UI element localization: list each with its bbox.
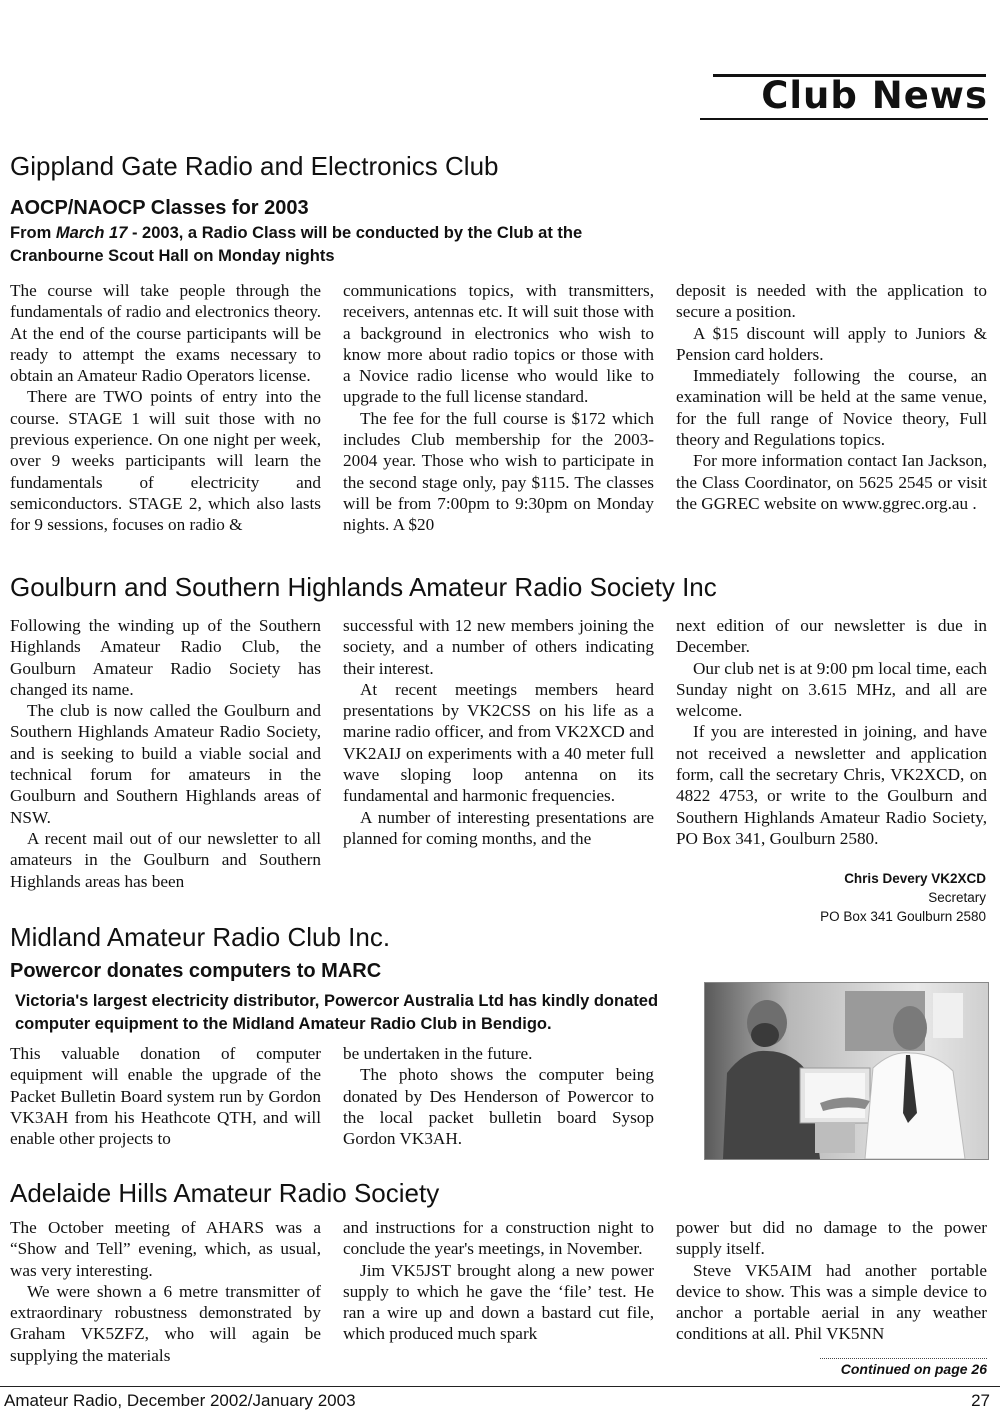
donation-photo <box>704 982 989 1160</box>
adelaide-title: Adelaide Hills Amateur Radio Society <box>10 1178 440 1208</box>
paragraph: A recent mail out of our newsletter to all amateurs in the Goulburn and Southern Highlands areas has been <box>10 828 321 891</box>
goulburn-col-3 <box>676 615 987 849</box>
paragraph: Our club net is at 9:00 pm local time, each Sunday night on 3.615 MHz, and all are welcome. <box>676 658 987 721</box>
paragraph: Immediately following the course, an examination will be held at the same venue, for the full range of Novice theory, Full theory and Regulations topics. <box>676 366 987 450</box>
paragraph: successful with 12 new members joining the society, and a number of others indicating their interest. <box>343 616 654 678</box>
paragraph: There are TWO points of entry into the course. STAGE 1 will suit those with no previous experience. On one night per week, over 9 weeks participants will learn the fundamentals of electricity and semiconductors. STAGE 2, which also lasts for 9 sessions, focuses on radio & <box>10 387 321 535</box>
gippsland-col-1 <box>10 280 321 536</box>
paragraph: The course will take people through the fundamentals of radio and electronics theory. At the end of the course participants will be ready to attempt the exams necessary to obtain an Amateur Radio Operators license. <box>10 281 321 386</box>
footer-publication: Amateur Radio, December 2002/January 2003 <box>4 1391 356 1410</box>
signature-role: Secretary <box>928 890 986 905</box>
paragraph: A number of interesting presentations are planned for coming months, and the <box>343 807 654 848</box>
paragraph: The club is now called the Goulburn and Southern Highlands Amateur Radio Society, and is seeking to build a viable social and technical forum for amateurs in the Goulburn and Southern Highlands areas of NSW. <box>10 701 321 827</box>
footer-rule <box>0 1386 1000 1387</box>
paragraph: deposit is needed with the application to secure a position. <box>676 281 987 322</box>
gippsland-title: Gippland Gate Radio and Electronics Club <box>10 151 499 181</box>
adelaide-col-3 <box>676 1217 987 1345</box>
paragraph: be undertaken in the future. <box>343 1044 533 1063</box>
gippsland-subtitle: AOCP/NAOCP Classes for 2003 <box>10 197 309 219</box>
goulburn-col-1 <box>10 615 321 892</box>
gippsland-col-2 <box>343 280 654 536</box>
paragraph: The October meeting of AHARS was a “Show and Tell” evening, which, as usual, was very interesting. <box>10 1218 321 1280</box>
paragraph: This valuable donation of computer equipment will enable the upgrade of the Packet Bulletin Board system run by Gordon VK3AH from his Heathcote QTH, and will enable other projects to <box>10 1044 321 1149</box>
midland-title: Midland Amateur Radio Club Inc. <box>10 922 391 952</box>
paragraph: Steve VK5AIM had another portable device to show. This was a simple device to anchor a portable aerial in any weather conditions at all. Phil VK5NN <box>676 1260 987 1344</box>
signature-name: Chris Devery VK2XCD <box>844 871 986 886</box>
paragraph: A $15 discount will apply to Juniors & Pension card holders. <box>676 323 987 364</box>
header-bottom-rule <box>700 118 988 120</box>
paragraph: The fee for the full course is $172 which includes Club membership for the 2003-2004 year. Those who wish to participate in the second stage only, pay $115. The classes will be from 7:00pm to 9:30pm on Monday nights. A $20 <box>343 408 654 535</box>
goulburn-title: Goulburn and Southern Highlands Amateur Radio Society Inc <box>10 572 717 602</box>
paragraph: At recent meetings members heard presentations by VK2CSS on his life as a marine radio officer, and from VK2XCD and VK2AIJ on experiments with a 40 meter full wave sloping loop antenna on its fundamental and harmonic frequencies. <box>343 679 654 806</box>
paragraph: The photo shows the computer being donated by Des Henderson of Powercor to the local packet bulletin board Sysop Gordon VK3AH. <box>343 1065 654 1149</box>
midland-lede: Victoria's largest electricity distributor, Powercor Australia Ltd has kindly donated computer equipment to the Midland Amateur Radio Club in Bendigo. <box>15 992 659 1033</box>
adelaide-col-2 <box>343 1217 654 1345</box>
footer-page-number: 27 <box>971 1391 990 1410</box>
paragraph: next edition of our newsletter is due in December. <box>676 616 987 657</box>
paragraph: If you are interested in joining, and have not received a newsletter and application form, call the secretary Chris, VK2XCD, on 4822 4753, or write to the Goulburn and Southern Highlands Amateur Radio Society, PO Box 341, Goulburn 2580. <box>676 722 987 848</box>
gippsland-col-3 <box>676 280 987 514</box>
continued-note: Continued on page 26 <box>840 1361 987 1377</box>
signature-address: PO Box 341 Goulburn 2580 <box>820 909 986 924</box>
paragraph: and instructions for a construction night to conclude the year's meetings, in November. <box>343 1218 654 1259</box>
goulburn-signature <box>820 869 986 926</box>
midland-col-2 <box>343 1043 654 1149</box>
adelaide-col-1 <box>10 1217 321 1366</box>
paragraph: power but did no damage to the power supply itself. <box>676 1218 987 1259</box>
section-title: Club News <box>761 74 988 117</box>
paragraph: Jim VK5JST brought along a new power supply to which he gave the ‘file’ test. He ran a wire up and down a bastard cut file, which produced much spark <box>343 1260 654 1344</box>
midland-col-1 <box>10 1043 321 1149</box>
midland-subtitle: Powercor donates computers to MARC <box>10 960 382 982</box>
paragraph: For more information contact Ian Jackson, the Class Coordinator, on 5625 2545 or visit the GGREC website on www.ggrec.org.au . <box>676 451 987 513</box>
goulburn-col-2 <box>343 615 654 849</box>
paragraph: communications topics, with transmitters, receivers, antennas etc. It will suit those with a background in electronics who wish to know more about radio topics or those with a Novice radio license who would like to upgrade to the full license standard. <box>343 281 654 407</box>
gippsland-lede: From March 17 - 2003, a Radio Class will be conducted by the Club at the Cranbourne Scout Hall on Monday nights <box>10 224 583 265</box>
paragraph: We were shown a 6 metre transmitter of extraordinary robustness demonstrated by Graham VK5ZFZ, who will again be supplying the materials <box>10 1281 321 1365</box>
paragraph: Following the winding up of the Southern Highlands Amateur Radio Club, the Goulburn Amateur Radio Society has changed its name. <box>10 616 321 699</box>
